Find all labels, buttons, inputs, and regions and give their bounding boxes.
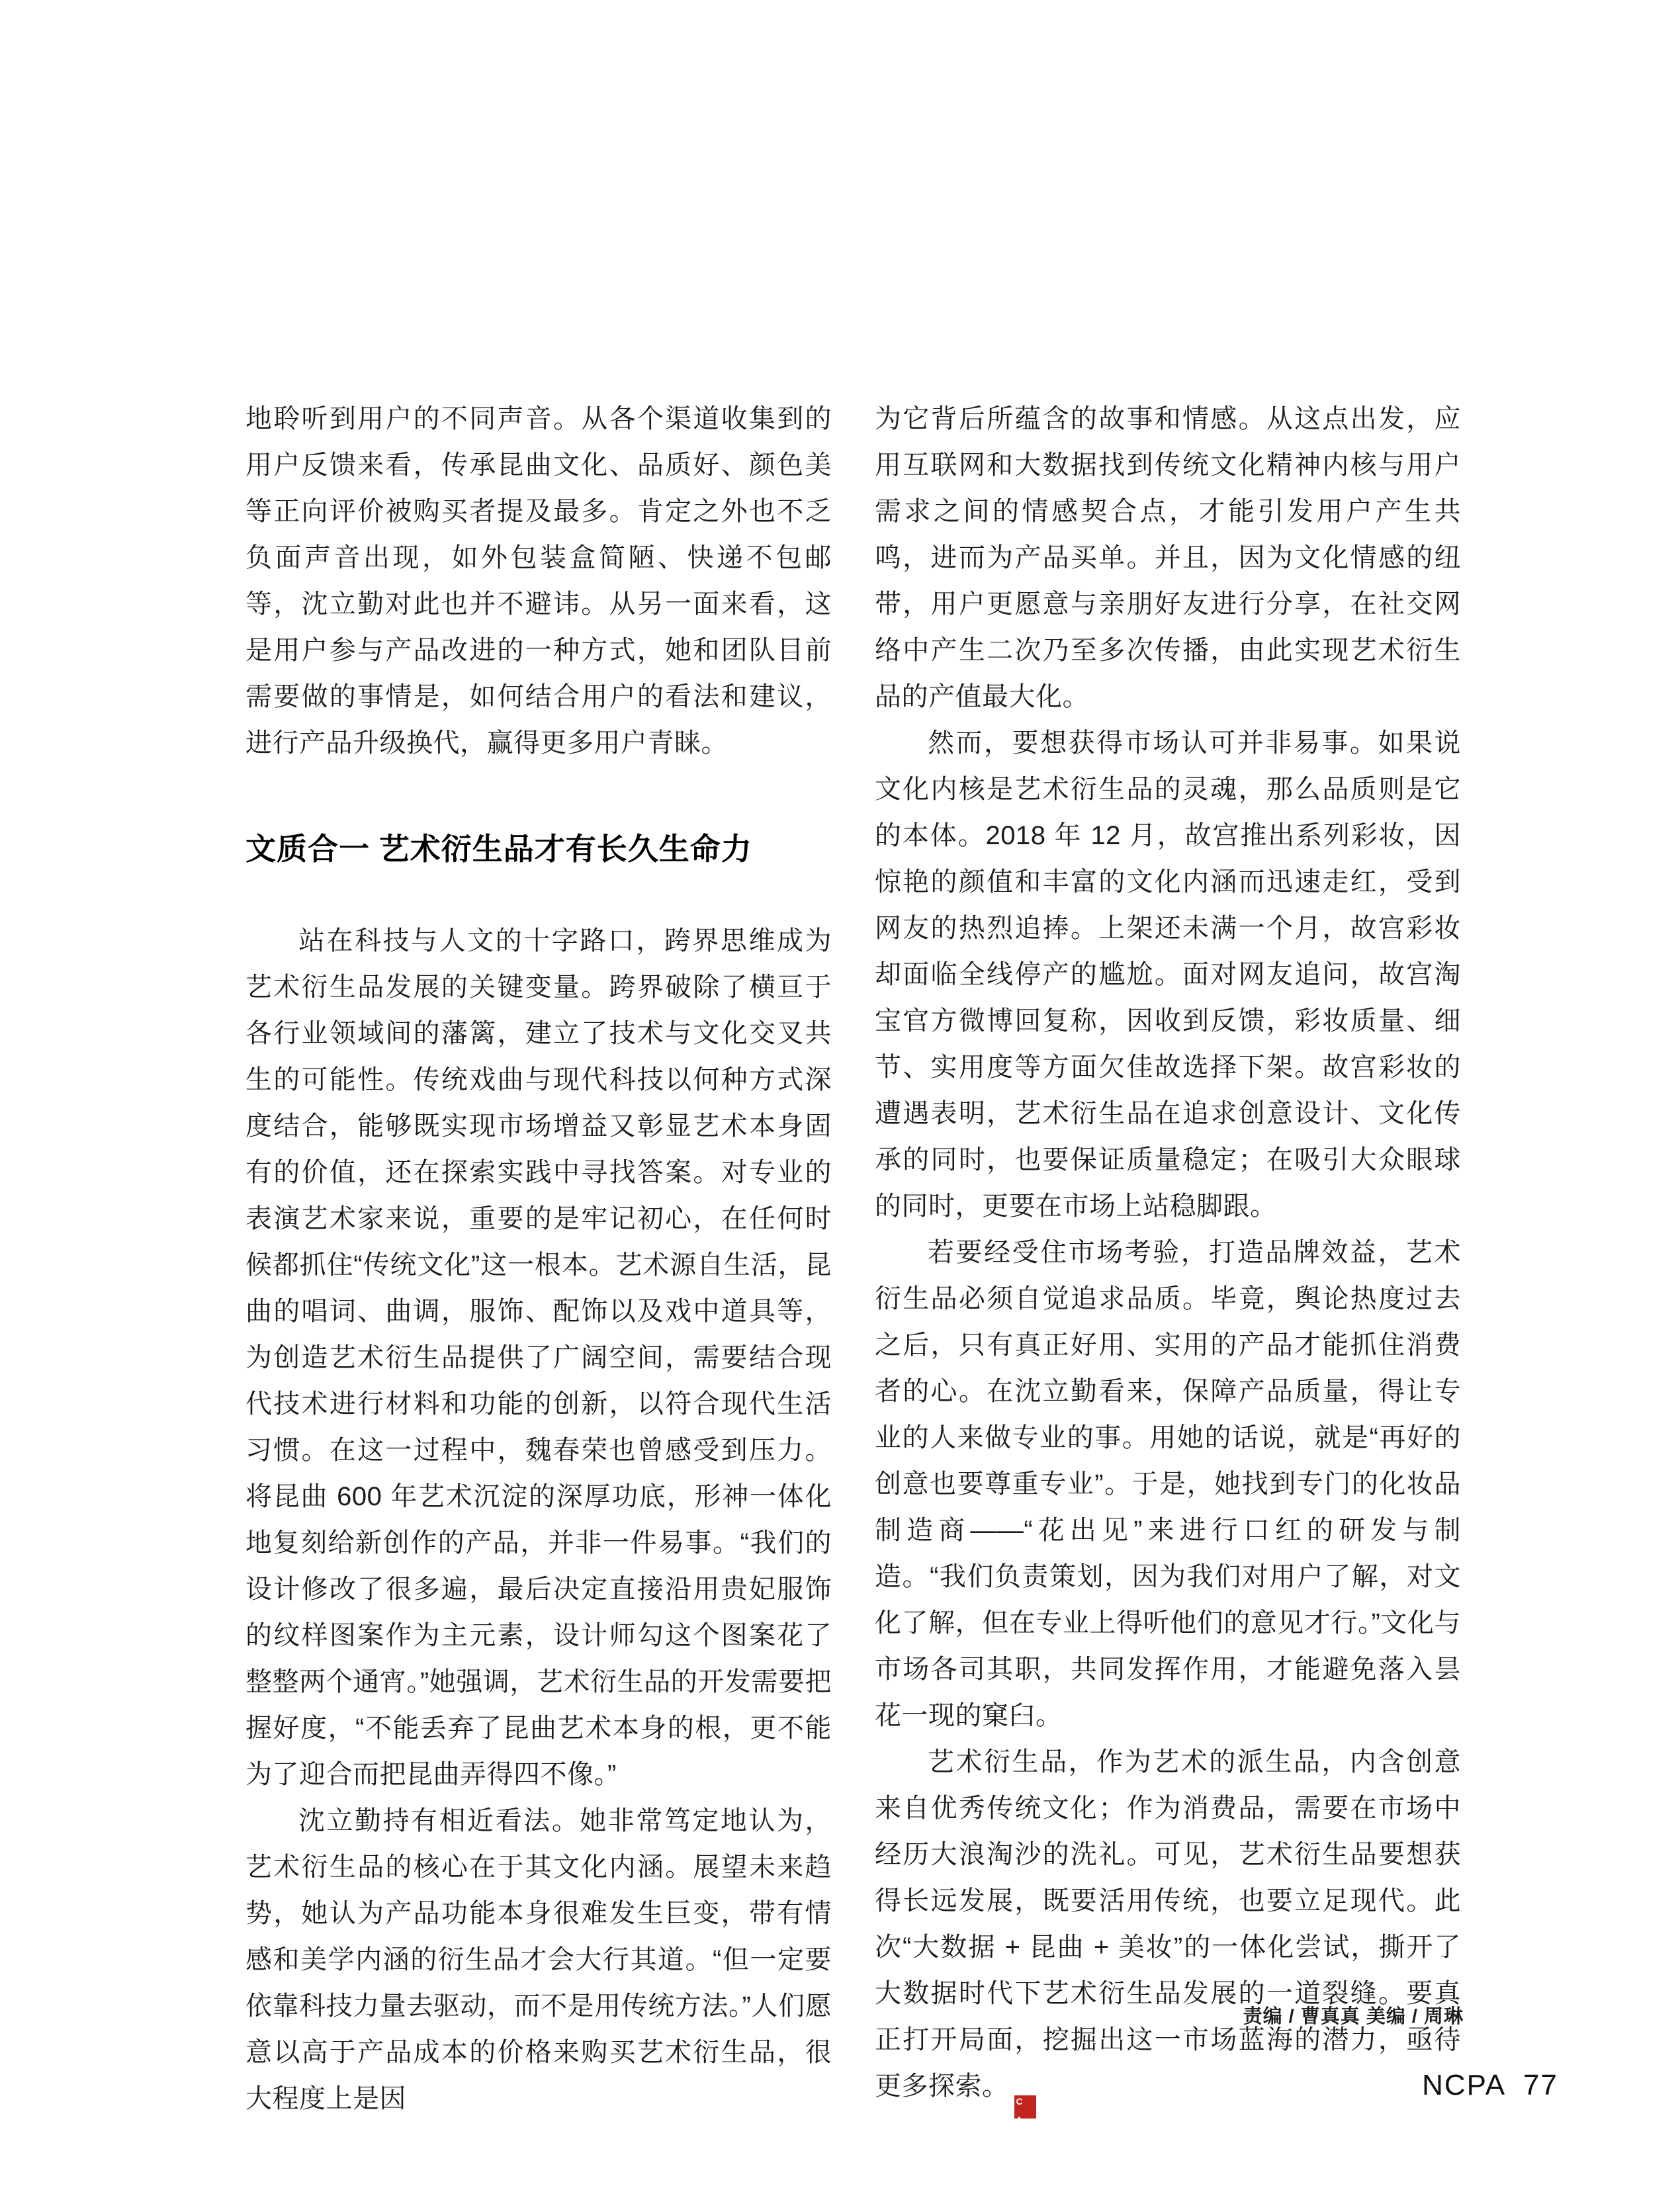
end-mark-line1: NC bbox=[1016, 2087, 1076, 2107]
paragraph: 然而，要想获得市场认可并非易事。如果说文化内核是艺术衍生品的灵魂，那么品质则是它的本体。2018 年 12 月，故宫推出系列彩妆，因惊艳的颜值和丰富的文化内涵而迅速走红，受到网友的热烈追捧。上架还未满一个月，故宫彩妆却面临全线停产的尴尬。面对网友追问，故宫淘宝官方微博回复称，因收到反馈，彩妆质量、细节、实用度等方面欠佳故选择下架。故宫彩妆的遭遇表明，艺术衍生品在追求创意设计、文化传承的同时，也要保证质量稳定；在吸引大众眼球的同时，更要在市场上站稳脚跟。 bbox=[875, 728, 1461, 1221]
paragraph bbox=[875, 1739, 1461, 2125]
paragraph: 站在科技与人文的十字路口，跨界思维成为艺术衍生品发展的关键变量。跨界破除了横亘于各行业领域间的藩篱，建立了技术与文化交叉共生的可能性。传统戏曲与现代科技以何种方式深度结合，能够既实现市场增益又彰显艺术本身固有的价值，还在探索实践中寻找答案。对专业的表演艺术家来说，重要的是牢记初心，在任何时候都抓住“传统文化”这一根本。艺术源自生活，昆曲的唱词、曲调，服饰、配饰以及戏中道具等，为创造艺术衍生品提供了广阔空间，需要结合现代技术进行材料和功能的创新，以符合现代生活习惯。在这一过程中，魏春荣也曾感受到压力。将昆曲 600 年艺术沉淀的深厚功底，形神一体化地复刻给新创作的产品，并非一件易事。“我们的设计修改了很多遍，最后决定直接沿用贵妃服饰的纹样图案作为主元素，设计师勾这个图案花了整整两个通宵。”她强调，艺术衍生品的开发需要把握好度，“不能丢弃了昆曲艺术本身的根，更不能为了迎合而把昆曲弄得四不像。” bbox=[245, 926, 832, 1789]
paragraph-text: 艺术衍生品，作为艺术的派生品，内含创意来自优秀传统文化；作为消费品，需要在市场中经历大浪淘沙的洗礼。可见，艺术衍生品要想获得长远发展，既要活用传统，也要立足现代。此次“大数据 + 昆曲 + 美妆”的一体化尝试，撕开了大数据时代下艺术衍生品发展的一道裂缝。要真正打开局面，挖掘出这一市场蓝海的潜力，亟待更多探索。 bbox=[875, 1747, 1461, 2101]
continued-paragraph: 为它背后所蕴含的故事和情感。从这点出发，应用互联网和大数据找到传统文化精神内核与用户需求之间的情感契合点，才能引发用户产生共鸣，进而为产品买单。并且，因为文化情感的纽带，用户更愿意与亲朋好友进行分享，在社交网络中产生二次乃至多次传播，由此实现艺术衍生品的产值最大化。 bbox=[875, 404, 1461, 711]
right-column bbox=[875, 396, 1461, 2125]
paragraph: 若要经受住市场考验，打造品牌效益，艺术衍生品必须自觉追求品质。毕竟，舆论热度过去之后，只有真正好用、实用的产品才能抓住消费者的心。在沈立勤看来，保障产品质量，得让专业的人来做专业的事。用她的话说，就是“再好的创意也要尊重专业”。于是，她找到专门的化妆品制造商——“花出见”来进行口红的研发与制造。“我们负责策划，因为我们对用户了解，对文化了解，但在专业上得听他们的意见才行。”文化与市场各司其职，共同发挥作用，才能避免落入昙花一现的窠臼。 bbox=[875, 1238, 1461, 1730]
continued-paragraph: 地聆听到用户的不同声音。从各个渠道收集到的用户反馈来看，传承昆曲文化、品质好、颜色美等正向评价被购买者提及最多。肯定之外也不乏负面声音出现，如外包装盒简陋、快递不包邮等，沈立勤对此也并不避讳。从另一面来看，这是用户参与产品改进的一种方式，她和团队目前需要做的事情是，如何结合用户的看法和建议，进行产品升级换代，赢得更多用户青睐。 bbox=[245, 404, 832, 758]
byline: 责编 / 曹真真 美编 / 周琳 bbox=[1243, 2006, 1464, 2027]
page-footer bbox=[1422, 2070, 1558, 2101]
ncpa-end-mark-icon bbox=[1014, 2087, 1076, 2125]
paragraph: 沈立勤持有相近看法。她非常笃定地认为，艺术衍生品的核心在于其文化内涵。展望未来趋势，她认为产品功能本身很难发生巨变，带有情感和美学内涵的衍生品才会大行其道。“但一定要依靠科技力量去驱动，而不是用传统方法。”人们愿意以高于产品成本的价格来购买艺术衍生品，很大程度上是因 bbox=[245, 1806, 832, 2113]
end-mark-line2: PA bbox=[1016, 2106, 1076, 2125]
section-heading: 文质合一 艺术衍生品才有长久生命力 bbox=[245, 832, 752, 866]
left-column bbox=[245, 396, 832, 2122]
journal-mark: NCPA bbox=[1422, 2069, 1507, 2101]
page-number: 77 bbox=[1523, 2069, 1558, 2101]
